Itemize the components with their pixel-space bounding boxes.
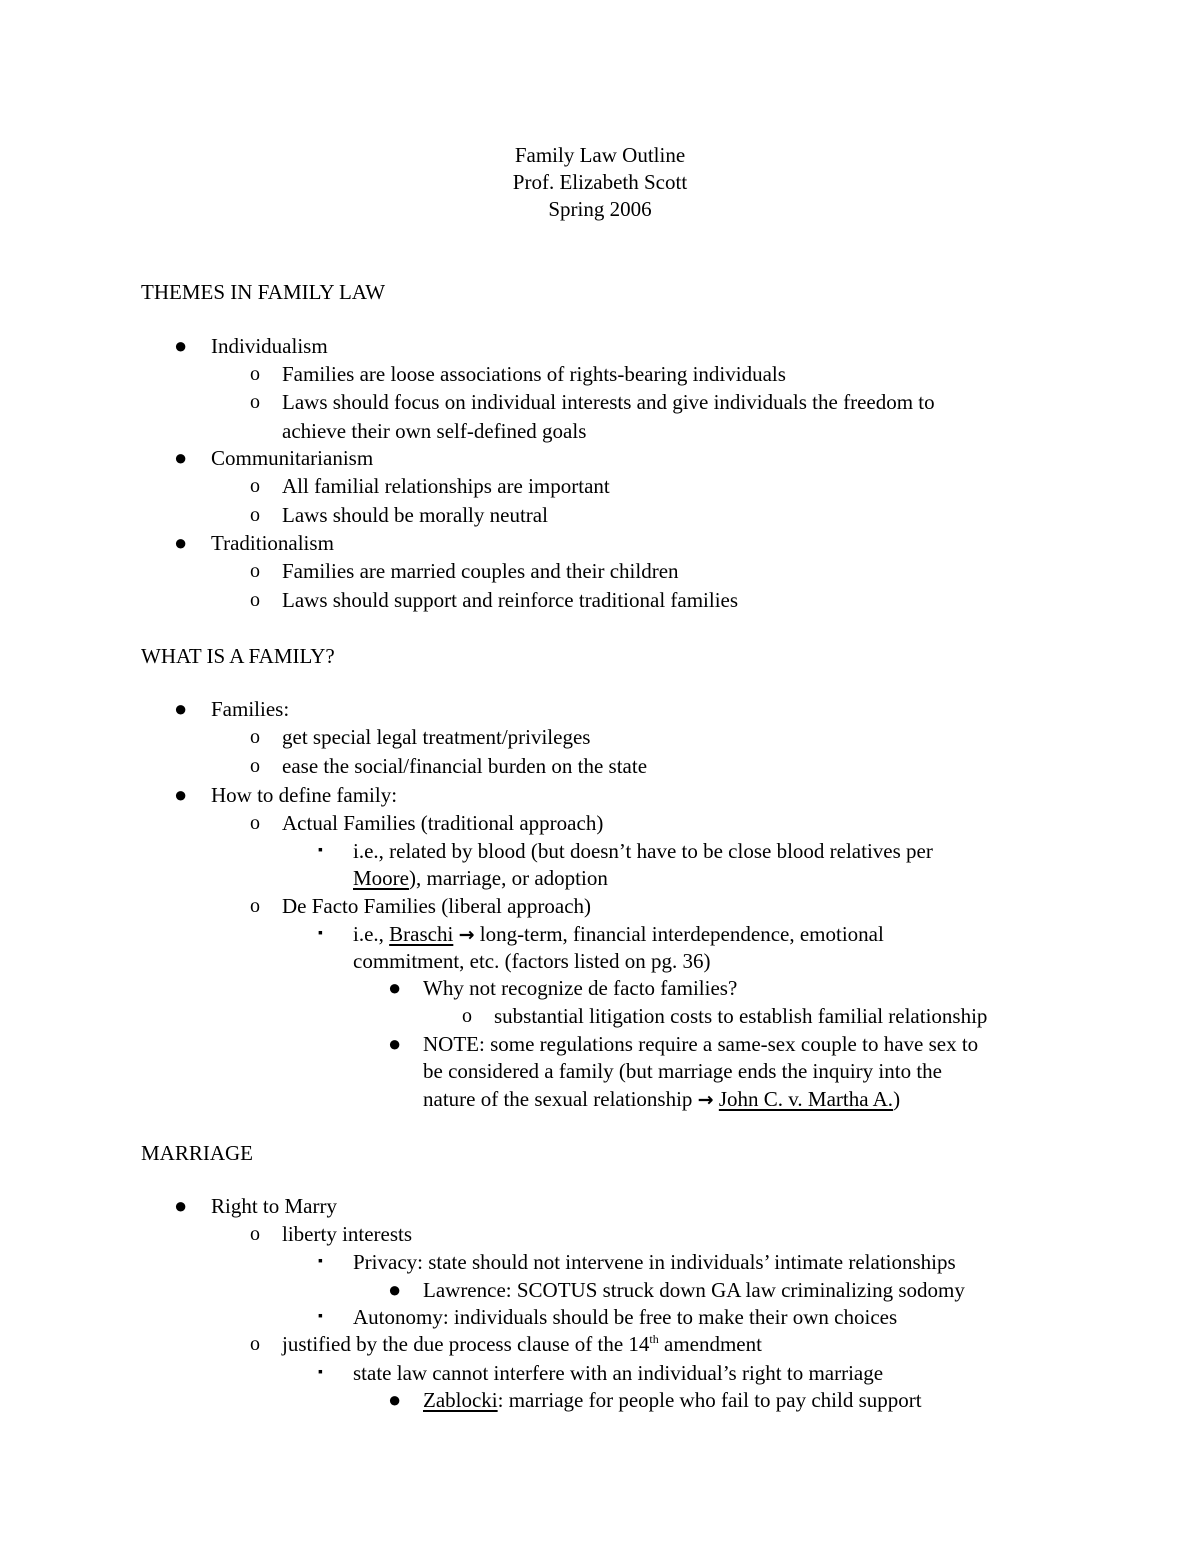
bullet-marker: ● [174, 333, 188, 358]
list-item: o substantial litigation costs to establish familial relationship [462, 1004, 988, 1028]
case-name-braschi: Braschi [389, 922, 454, 946]
circle-marker: o [462, 1005, 472, 1027]
bullet-marker: ● [388, 1387, 402, 1412]
bullet-marker: ● [174, 1193, 188, 1218]
circle-marker: o [250, 755, 260, 777]
circle-marker: o [250, 363, 260, 385]
bullet-marker: ● [174, 530, 188, 555]
term-label: Spring 2006 [548, 197, 652, 221]
circle-marker: o [250, 726, 260, 748]
bullet-marker: ● [174, 696, 188, 721]
square-marker: ▪ [318, 926, 323, 941]
document-title: Family Law Outline [514, 143, 686, 167]
square-marker: ▪ [318, 1254, 323, 1269]
list-item: ● How to define family: [174, 782, 398, 807]
list-item: ● Zablocki: marriage for people who fail to pay child support [388, 1387, 922, 1412]
circle-marker: o [250, 1223, 260, 1245]
circle-marker: o [250, 560, 260, 582]
list-item: o Families are loose associations of rights-bearing individuals [250, 362, 786, 386]
list-item-continuation: be considered a family (but marriage ends the inquiry into the [423, 1059, 943, 1083]
list-item: ● Traditionalism [174, 530, 334, 555]
circle-marker: o [250, 812, 260, 834]
circle-marker: o [250, 589, 260, 611]
case-name-zablocki: Zablocki [423, 1388, 498, 1412]
list-item: ● Individualism [174, 333, 328, 358]
bullet-marker: ● [388, 1277, 402, 1302]
circle-marker: o [250, 1333, 260, 1355]
list-item: o liberty interests [250, 1222, 413, 1246]
list-item: o Laws should focus on individual interests and give individuals the freedom to [250, 390, 935, 414]
list-item: o Families are married couples and their children [250, 559, 679, 583]
bullet-marker: ● [174, 445, 188, 470]
list-item: o Laws should support and reinforce traditional families [250, 588, 739, 612]
list-item-continuation: Moore), marriage, or adoption [353, 866, 608, 890]
circle-marker: o [250, 895, 260, 917]
square-marker: ▪ [318, 843, 323, 858]
document-header [0, 142, 1200, 223]
list-item-continuation: achieve their own self-defined goals [282, 419, 587, 443]
circle-marker: o [250, 391, 260, 413]
list-item: o justified by the due process clause of the 14th amendment [250, 1332, 762, 1356]
case-name-moore: Moore [353, 866, 409, 890]
square-marker: ▪ [318, 1365, 323, 1380]
list-item: o get special legal treatment/privileges [250, 725, 591, 749]
arrow-icon: → [458, 924, 475, 946]
list-item: o De Facto Families (liberal approach) [250, 894, 592, 918]
bullet-marker: ● [388, 975, 402, 1000]
list-item: ● Communitarianism [174, 445, 374, 470]
circle-marker: o [250, 475, 260, 497]
bullet-marker: ● [174, 782, 188, 807]
section-heading-themes: THEMES IN FAMILY LAW [141, 280, 386, 304]
list-item: o Actual Families (traditional approach) [250, 811, 604, 835]
case-name-john-c: John C. v. Martha A. [718, 1087, 894, 1111]
arrow-icon: → [697, 1089, 714, 1111]
list-item: ● Right to Marry [174, 1193, 337, 1218]
list-item: ▪ Autonomy: individuals should be free to make their own choices [318, 1305, 898, 1329]
list-item: ● NOTE: some regulations require a same-sex couple to have sex to [388, 1031, 979, 1056]
list-item-continuation: nature of the sexual relationship → John C. v. Martha A.) [423, 1087, 901, 1111]
bullet-marker: ● [388, 1031, 402, 1056]
square-marker: ▪ [318, 1309, 323, 1324]
list-item: ▪ Privacy: state should not intervene in individuals’ intimate relationships [318, 1250, 956, 1274]
list-item: ● Lawrence: SCOTUS struck down GA law criminalizing sodomy [388, 1277, 965, 1302]
list-item: ▪ i.e., Braschi → long-term, financial interdependence, emotional [318, 922, 884, 946]
list-item-continuation: commitment, etc. (factors listed on pg. 36) [353, 949, 711, 973]
section-heading-marriage: MARRIAGE [141, 1141, 254, 1165]
professor-name: Prof. Elizabeth Scott [512, 170, 688, 194]
list-item: o Laws should be morally neutral [250, 503, 548, 527]
list-item: ● Families: [174, 696, 290, 721]
list-item: o All familial relationships are important [250, 474, 610, 498]
list-item: ▪ i.e., related by blood (but doesn’t have to be close blood relatives per [318, 839, 933, 863]
circle-marker: o [250, 504, 260, 526]
section-heading-family: WHAT IS A FAMILY? [141, 644, 335, 668]
list-item: o ease the social/financial burden on the state [250, 754, 648, 778]
list-item: ● Why not recognize de facto families? [388, 975, 738, 1000]
list-item: ▪ state law cannot interfere with an individual’s right to marriage [318, 1361, 884, 1385]
